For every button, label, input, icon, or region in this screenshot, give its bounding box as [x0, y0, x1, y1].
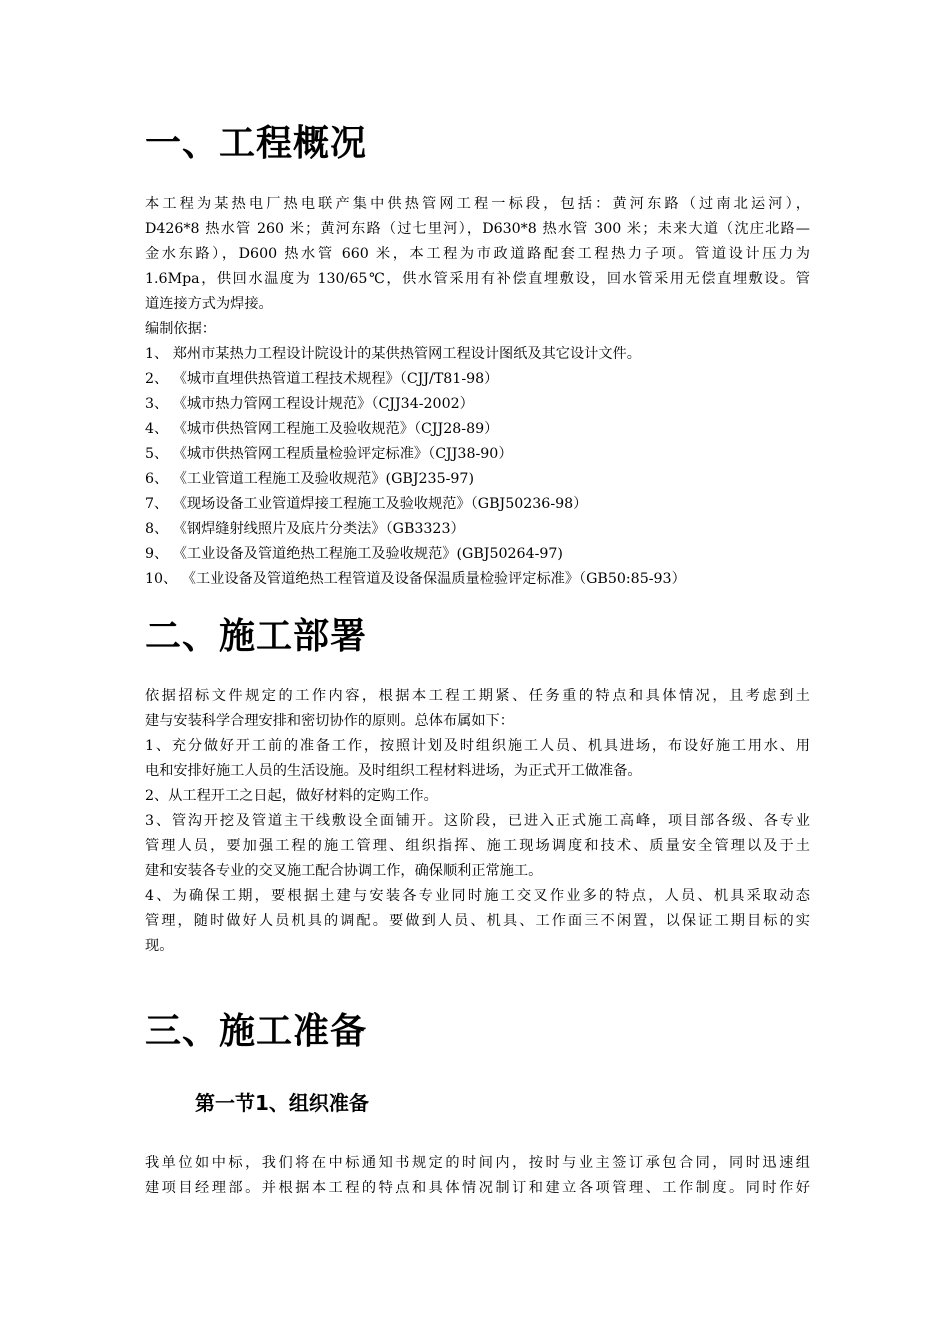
paragraph-line: 电和安排好施工人员的生活设施。及时组织工程材料进场，为正式开工做准备。 — [145, 763, 642, 779]
basis-item: 10、 《工业设备及管道绝热工程管道及设备保温质量检验评定标准》（GB50:85-93） — [145, 571, 686, 587]
paragraph-line: 2、从工程开工之日起，做好材料的定购工作。 — [145, 788, 438, 804]
paragraph-line: 道连接方式为焊接。 — [145, 296, 273, 312]
section-heading-preparation: 三、施工准备 — [145, 1011, 368, 1052]
basis-item: 1、 郑州市某热力工程设计院设计的某供热管网工程设计图纸及其它设计文件。 — [145, 346, 641, 362]
paragraph-line: 现。 — [145, 938, 174, 954]
basis-item: 7、 《现场设备工业管道焊接工程施工及验收规范》（GBJ50236-98） — [145, 496, 588, 512]
subsection-heading-organization: 第一节1、组织准备 — [195, 1091, 369, 1115]
overview-paragraph — [145, 192, 810, 592]
paragraph-line: 3、管沟开挖及管道主干线敷设全面铺开。这阶段，已进入正式施工高峰，项目部各级、各专业 — [145, 813, 810, 829]
paragraph-line: 建项目经理部。并根据本工程的特点和具体情况制订和建立各项管理、工作制度。同时作好 — [145, 1180, 810, 1196]
paragraph-line: 本工程为某热电厂热电联产集中供热管网工程一标段，包括：黄河东路（过南北运河）， — [145, 196, 810, 212]
basis-item: 6、 《工业管道工程施工及验收规范》(GBJ235-97) — [145, 471, 474, 487]
basis-label: 编制依据： — [145, 321, 216, 337]
paragraph-line: 金水东路），D600 热水管 660 米，本工程为市政道路配套工程热力子项。管道设计压力为 — [145, 246, 810, 262]
basis-item: 5、 《城市供热管网工程质量检验评定标准》（CJJ38-90） — [145, 446, 513, 462]
basis-item: 9、 《工业设备及管道绝热工程施工及验收规范》(GBJ50264-97) — [145, 546, 563, 562]
paragraph-line: 4、为确保工期，要根据土建与安装各专业同时施工交叉作业多的特点，人员、机具采取动态 — [145, 888, 810, 904]
paragraph-line: 依据招标文件规定的工作内容，根据本工程工期紧、任务重的特点和具体情况，且考虑到土 — [145, 688, 810, 704]
paragraph-line: 建和安装各专业的交叉施工配合协调工作，确保顺利正常施工。 — [145, 863, 543, 879]
deployment-paragraph — [145, 684, 810, 959]
paragraph-line: 我单位如中标，我们将在中标通知书规定的时间内，按时与业主签订承包合同，同时迅速组 — [145, 1155, 810, 1171]
preparation-paragraph — [145, 1151, 810, 1201]
basis-item: 4、 《城市供热管网工程施工及验收规范》（CJJ28-89） — [145, 421, 499, 437]
paragraph-line: 管理人员，要加强工程的施工管理、组织指挥、施工现场调度和技术、质量安全管理以及于土 — [145, 838, 810, 854]
paragraph-line: 建与安装科学合理安排和密切协作的原则。总体布属如下： — [145, 713, 514, 729]
basis-item: 2、 《城市直埋供热管道工程技术规程》（CJJ/T81-98） — [145, 371, 499, 387]
paragraph-line: 管理，随时做好人员机具的调配。要做到人员、机具、工作面三不闲置，以保证工期目标的实 — [145, 913, 810, 929]
basis-item: 3、 《城市热力管网工程设计规范》（CJJ34-2002） — [145, 396, 474, 412]
section-heading-overview: 一、工程概况 — [145, 123, 368, 164]
paragraph-line: D426*8 热水管 260 米；黄河东路（过七里河），D630*8 热水管 300 米；未来大道（沈庄北路— — [145, 221, 810, 237]
section-heading-deployment: 二、施工部署 — [145, 616, 368, 657]
basis-item: 8、 《钢焊缝射线照片及底片分类法》（GB3323） — [145, 521, 465, 537]
paragraph-line: 1.6Mpa，供回水温度为 130/65℃，供水管采用有补偿直埋敷设，回水管采用无偿直埋敷设。管 — [145, 271, 810, 287]
paragraph-line: 1、充分做好开工前的准备工作，按照计划及时组织施工人员、机具进场，布设好施工用水、用 — [145, 738, 810, 754]
